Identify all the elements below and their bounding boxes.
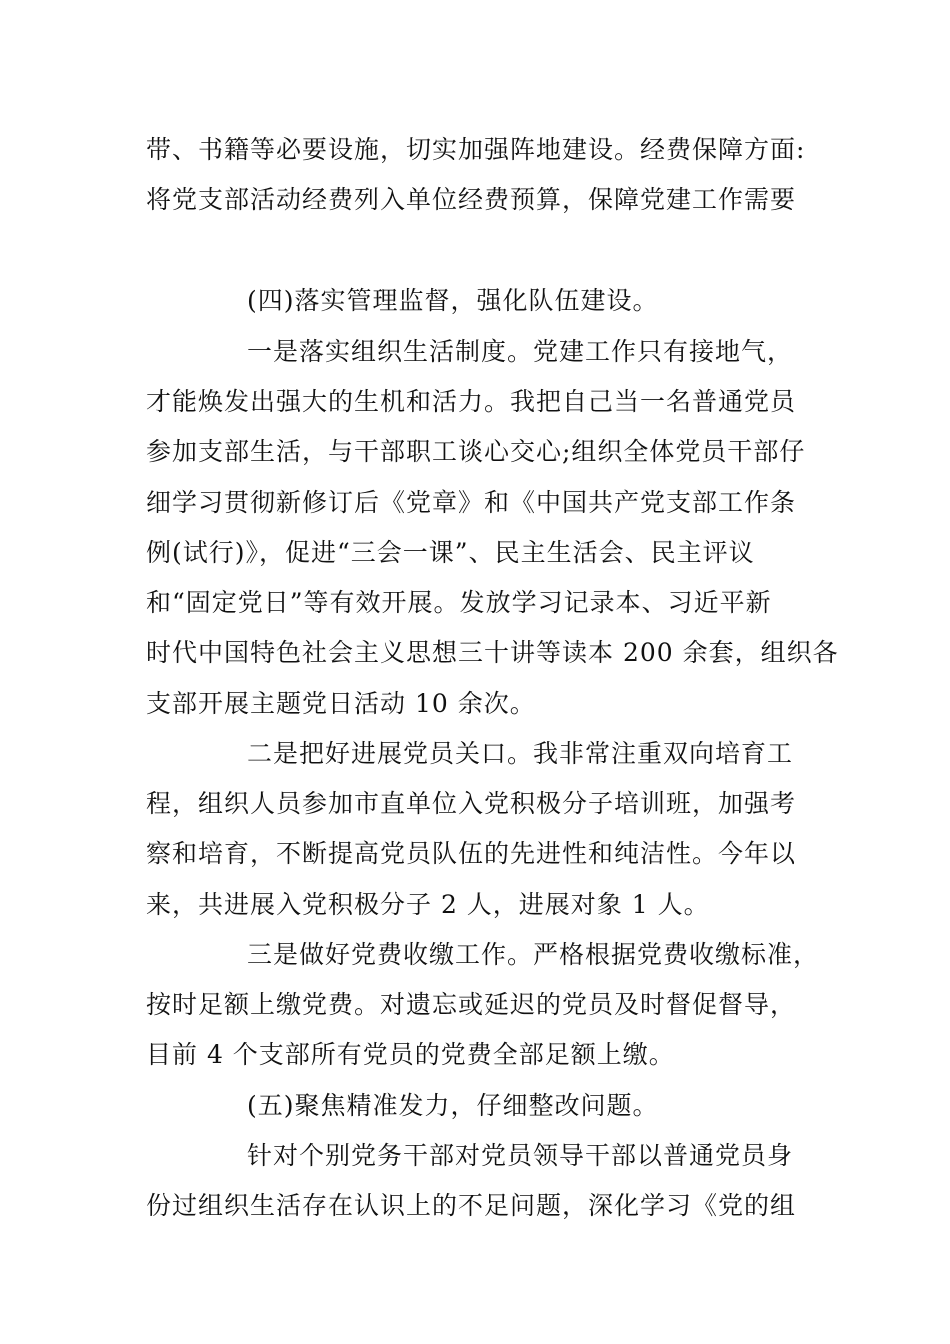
paragraph-start: 一是落实组织生活制度。党建工作只有接地气， [247, 337, 794, 366]
text-line: 份过组织生活存在认识上的不足问题，深化学习《党的组 [146, 1191, 797, 1220]
text-line: 例(试行)》，促进“三会一课”、民主生活会、民主评议 [146, 538, 755, 567]
text-line: 来，共进展入党积极分子 2 人，进展对象 1 人。 [146, 890, 710, 919]
text-line: 和“固定党日”等有效开展。发放学习记录本、习近平新 [146, 588, 772, 617]
text-line: 细学习贯彻新修订后《党章》和《中国共产党支部工作条 [146, 488, 797, 517]
text-line: 察和培育，不断提高党员队伍的先进性和纯洁性。今年以 [146, 839, 797, 868]
section-heading: (四)落实管理监督，强化队伍建设。 [247, 286, 659, 315]
text-line: 支部开展主题党日活动 10 余次。 [146, 689, 536, 718]
text-line: 按时足额上缴党费。对遗忘或延迟的党员及时督促督导， [146, 990, 797, 1019]
text-line: 目前 4 个支部所有党员的党费全部足额上缴。 [146, 1040, 675, 1069]
text-line: 程，组织人员参加市直单位入党积极分子培训班，加强考 [146, 789, 797, 818]
section-heading: (五)聚焦精准发力，仔细整改问题。 [247, 1091, 659, 1120]
text-line: 时代中国特色社会主义思想三十讲等读本 200 余套，组织各 [146, 638, 839, 667]
text-line: 将党支部活动经费列入单位经费预算，保障党建工作需要 [146, 185, 797, 214]
paragraph-start: 针对个别党务干部对党员领导干部以普通党员身 [247, 1141, 794, 1170]
paragraph-start: 三是做好党费收缴工作。严格根据党费收缴标准， [247, 940, 820, 969]
text-line: 参加支部生活，与干部职工谈心交心;组织全体党员干部仔 [146, 437, 806, 466]
text-line: 才能焕发出强大的生机和活力。我把自己当一名普通党员 [146, 387, 797, 416]
text-line: 带、书籍等必要设施，切实加强阵地建设。经费保障方面: [146, 135, 806, 164]
paragraph-start: 二是把好进展党员关口。我非常注重双向培育工 [247, 739, 794, 768]
